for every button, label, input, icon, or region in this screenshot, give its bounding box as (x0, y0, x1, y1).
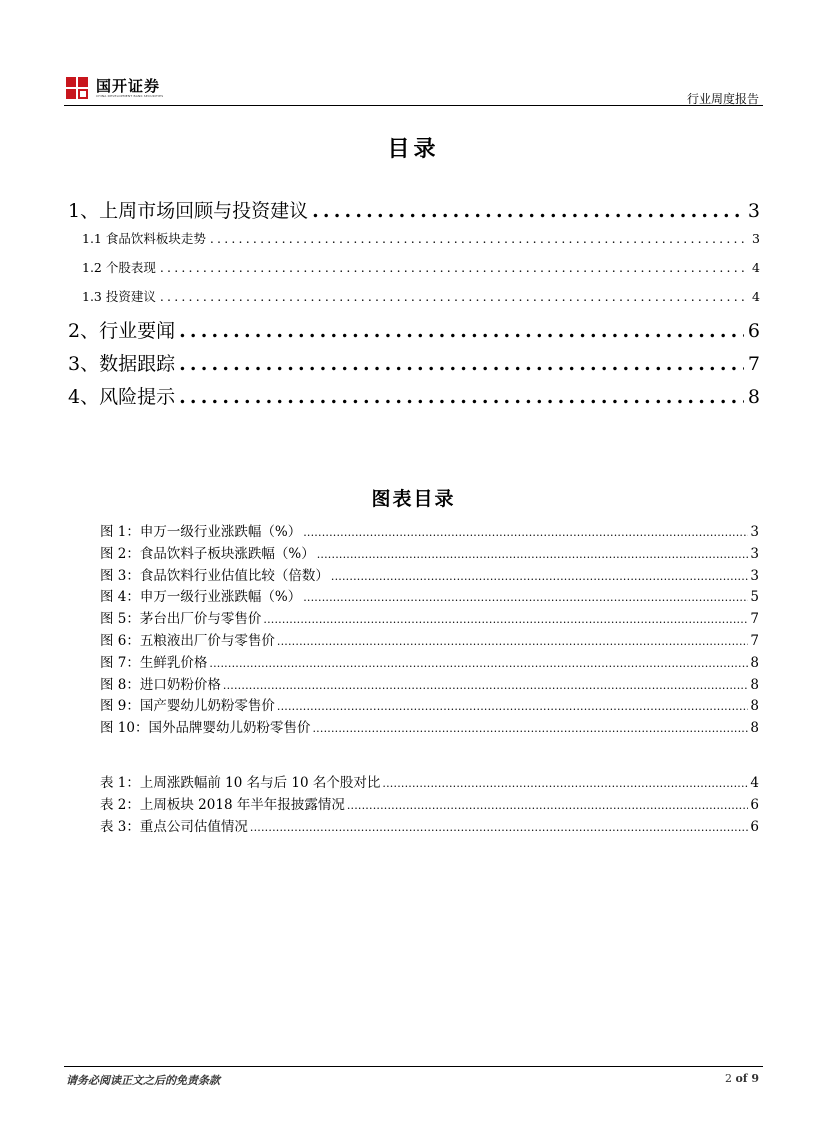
chart-entry[interactable] (100, 607, 759, 629)
chart-entry-label: 图 4：申万一级行业涨跌幅（%） (100, 589, 302, 606)
table-entry[interactable] (100, 771, 759, 793)
chart-entry-page: 3 (750, 524, 759, 540)
leader-dots (317, 548, 749, 561)
chart-entry[interactable] (100, 542, 759, 564)
page-number: 2 (724, 1072, 732, 1085)
footer-disclaimer: 请务必阅读正文之后的免责条款 (66, 1074, 220, 1087)
chart-entry-label: 图 6：五粮液出厂价与零售价 (100, 632, 275, 649)
toc-entry[interactable] (68, 349, 760, 382)
logo-text (96, 78, 163, 98)
chart-entry-label: 图 8：进口奶粉价格 (100, 676, 221, 693)
table-entry-page: 6 (750, 818, 759, 835)
chart-entry-label: 图 10：国外品牌婴幼儿奶粉零售价 (100, 720, 311, 737)
toc-entry-label: 1.2 个股表现 (82, 260, 156, 275)
chart-entry[interactable] (100, 629, 759, 651)
table-entry-label: 表 2：上周板块 2018 年半年报披露情况 (100, 796, 345, 813)
leader-dots (382, 777, 748, 790)
chart-entry-page: 8 (750, 654, 759, 671)
leader-dots (347, 799, 749, 812)
chart-list (100, 520, 759, 738)
figures-title: 图表目录 (371, 488, 456, 510)
table-entry[interactable] (100, 815, 759, 837)
leader-dots (179, 353, 744, 375)
brand-subtitle: CHINA DEVELOPMENT BANK SECURITIES (96, 94, 164, 98)
toc-entry[interactable] (68, 196, 760, 229)
leader-dots (160, 260, 748, 275)
table-entry-label: 表 1：上周涨跌幅前 10 名与后 10 名个股对比 (100, 775, 381, 791)
toc-title: 目录 (387, 136, 440, 162)
toc-entry-label: 1.3 投资建议 (82, 289, 156, 304)
brand-name: 国开证券 (96, 77, 161, 95)
leader-dots (223, 679, 749, 692)
toc-entry[interactable] (68, 287, 760, 316)
toc-entry-page: 3 (752, 231, 760, 246)
leader-dots (277, 635, 749, 648)
header-divider (64, 105, 763, 106)
table-entry[interactable] (100, 793, 759, 815)
toc-list (68, 196, 760, 415)
chart-entry-page: 7 (750, 632, 759, 649)
leader-dots (210, 231, 748, 246)
table-entry-label: 表 3：重点公司估值情况 (100, 818, 248, 835)
chart-entry[interactable] (100, 694, 759, 716)
table-list (100, 771, 759, 836)
chart-entry-page: 8 (750, 676, 759, 693)
chart-entry[interactable] (100, 585, 759, 607)
chart-entry-page: 8 (750, 720, 759, 737)
toc-entry[interactable] (68, 229, 760, 258)
chart-entry[interactable] (100, 673, 759, 695)
toc-entry-label: 1、上周市场回顾与投资建议 (68, 200, 309, 222)
footer-page-indicator (725, 1072, 759, 1085)
toc-entry[interactable] (68, 316, 760, 349)
toc-entry-page: 8 (747, 386, 760, 408)
toc-entry-page: 6 (747, 320, 760, 342)
toc-entry-page: 4 (752, 260, 760, 275)
leader-dots (312, 722, 748, 735)
leader-dots (160, 289, 748, 304)
chart-entry-label: 图 5：茅台出厂价与零售价 (100, 611, 262, 628)
chart-entry-label: 图 1：申万一级行业涨跌幅（%） (100, 524, 302, 540)
toc-entry-page: 7 (747, 353, 760, 375)
report-type: 行业周度报告 (686, 92, 759, 106)
leader-dots (303, 526, 748, 539)
chart-entry[interactable] (100, 651, 759, 673)
leader-dots (250, 821, 749, 834)
table-entry-page: 4 (750, 775, 759, 791)
leader-dots (331, 570, 749, 583)
chart-entry-page: 5 (750, 589, 759, 606)
toc-entry-label: 3、数据跟踪 (68, 353, 176, 375)
toc-entry-label: 4、风险提示 (68, 386, 176, 408)
brand-logo (66, 76, 163, 100)
table-entry-page: 6 (750, 796, 759, 813)
chart-entry[interactable] (100, 564, 759, 586)
toc-entry-page: 3 (747, 200, 760, 222)
chart-entry-label: 图 3：食品饮料行业估值比较（倍数） (100, 567, 329, 584)
chart-entry-label: 图 9：国产婴幼儿奶粉零售价 (100, 698, 275, 715)
chart-entry-page: 8 (750, 698, 759, 715)
leader-dots (179, 320, 744, 342)
leader-dots (263, 613, 748, 626)
chart-entry-label: 图 2：食品饮料子板块涨跌幅（%） (100, 545, 315, 562)
toc-entry[interactable] (68, 258, 760, 287)
chart-entry-page: 7 (750, 611, 759, 628)
leader-dots (303, 591, 748, 604)
chart-entry[interactable] (100, 520, 759, 542)
toc-entry[interactable] (68, 382, 760, 415)
logo-mark-icon (66, 77, 88, 99)
chart-entry-page: 3 (750, 545, 759, 562)
toc-entry-label: 2、行业要闻 (68, 320, 176, 342)
leader-dots (312, 200, 744, 222)
chart-entry-page: 3 (750, 567, 759, 584)
footer-divider (64, 1066, 763, 1067)
chart-entry[interactable] (100, 716, 759, 738)
toc-entry-page: 4 (752, 289, 760, 304)
leader-dots (179, 386, 744, 408)
leader-dots (209, 657, 748, 670)
leader-dots (277, 700, 749, 713)
page-total: of 9 (735, 1072, 759, 1085)
toc-entry-label: 1.1 食品饮料板块走势 (82, 231, 206, 246)
chart-entry-label: 图 7：生鲜乳价格 (100, 654, 208, 671)
